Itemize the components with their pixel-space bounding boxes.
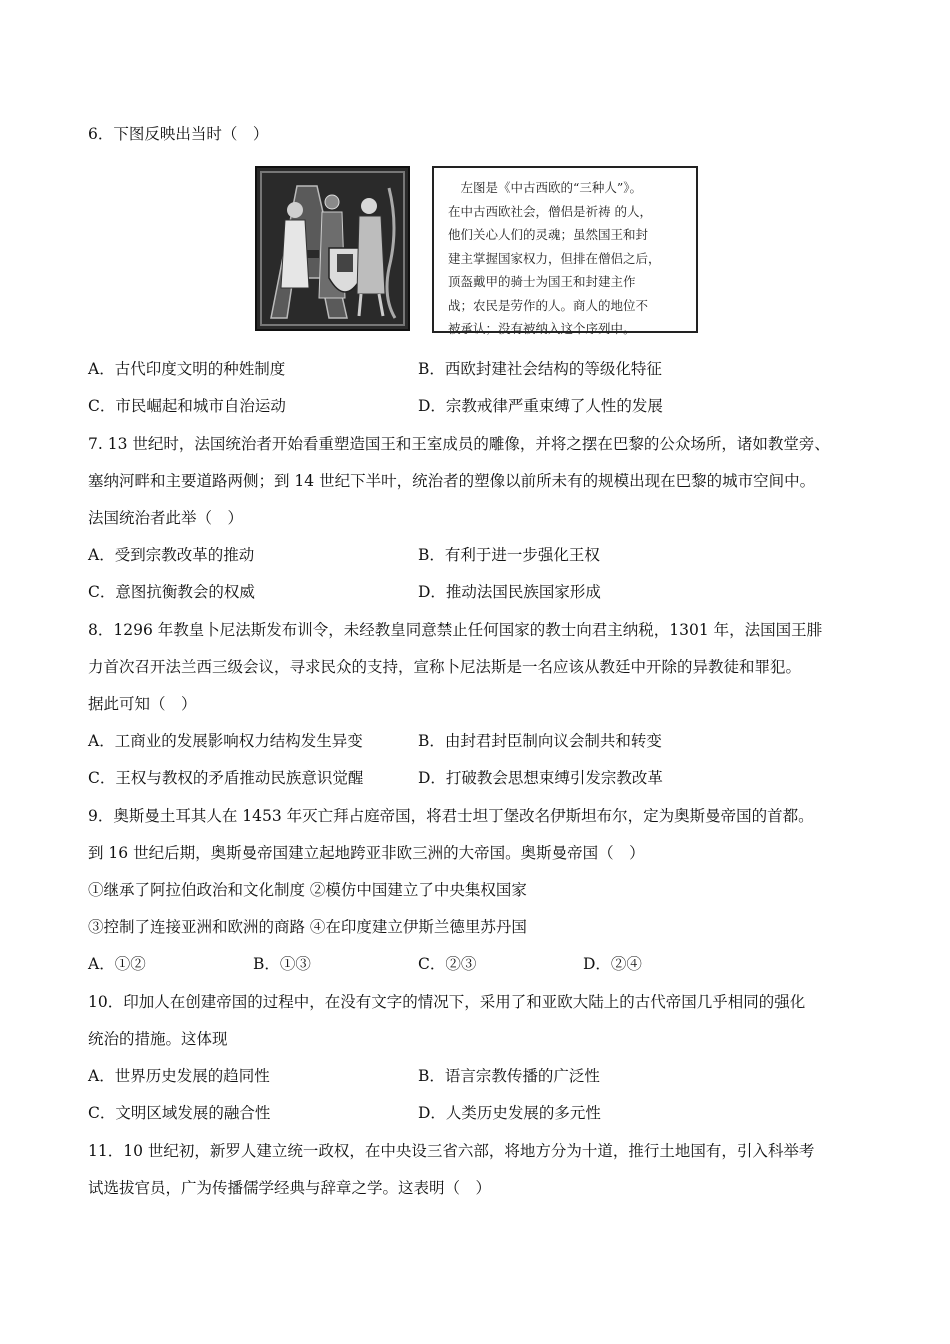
- question-6-stem: 6．下图反映出当时（ ）: [88, 125, 269, 143]
- question-6-option-b[interactable]: B．西欧封建社会结构的等级化特征: [418, 360, 662, 378]
- question-9-option-d[interactable]: D．②④: [583, 955, 642, 973]
- question-8-option-a[interactable]: A．工商业的发展影响权力结构发生异变: [88, 732, 363, 750]
- question-10-option-c[interactable]: C．文明区域发展的融合性: [88, 1104, 271, 1122]
- question-9-option-c[interactable]: C．②③: [418, 955, 477, 973]
- question-10-stem-line: 统治的措施。这体现: [88, 1030, 228, 1048]
- question-8-stem-line: 据此可知（ ）: [88, 695, 197, 713]
- question-9-statements-line: ③控制了连接亚洲和欧洲的商路 ④在印度建立伊斯兰德里苏丹国: [88, 918, 527, 936]
- caption-line: 在中古西欧社会，僧侣是祈祷 的人，: [448, 203, 652, 219]
- question-6-option-d[interactable]: D．宗教戒律严重束缚了人性的发展: [418, 397, 663, 415]
- caption-line: 被承认；没有被纳入这个序列中。: [448, 321, 636, 336]
- caption-line: 左图是《中古西欧的“三种人”》。: [448, 180, 643, 195]
- question-9-option-b[interactable]: B．①③: [253, 955, 311, 973]
- question-8-option-d[interactable]: D．打破教会思想束缚引发宗教改革: [418, 769, 663, 787]
- question-6-option-c[interactable]: C．市民崛起和城市自治运动: [88, 397, 286, 415]
- question-9-option-a[interactable]: A．①②: [88, 955, 146, 973]
- question-10-option-a[interactable]: A．世界历史发展的趋同性: [88, 1067, 270, 1085]
- caption-line: 战；农民是劳作的人。商人的地位不: [448, 297, 649, 313]
- figure-caption-box: [432, 166, 698, 336]
- caption-line: 建主掌握国家权力，但排在僧侣之后，: [448, 250, 661, 266]
- question-7-option-b[interactable]: B．有利于进一步强化王权: [418, 546, 600, 564]
- question-10-stem-line: 10．印加人在创建帝国的过程中，在没有文字的情况下，采用了和亚欧大陆上的古代帝国几乎相同的强化: [88, 993, 806, 1011]
- question-8-option-b[interactable]: B．由封君封臣制向议会制共和转变: [418, 732, 662, 750]
- question-7-stem-line: 塞纳河畔和主要道路两侧；到 14 世纪下半叶，统治者的塑像以前所未有的规模出现在巴黎的城市空间中。: [88, 472, 816, 490]
- question-9-statements-line: ①继承了阿拉伯政治和文化制度 ②模仿中国建立了中央集权国家: [88, 881, 527, 899]
- question-10-option-d[interactable]: D．人类历史发展的多元性: [418, 1104, 601, 1122]
- caption-line: 顶盔戴甲的骑士为国王和封建主作: [448, 274, 636, 289]
- question-9-stem-line: 9．奥斯曼土耳其人在 1453 年灭亡拜占庭帝国，将君士坦丁堡改名伊斯坦布尔，定为奥斯曼帝国的首都。: [88, 807, 814, 825]
- question-8-stem-line: 力首次召开法兰西三级会议，寻求民众的支持，宣称卜尼法斯是一名应该从教廷中开除的异教徒和罪犯。: [88, 658, 802, 676]
- question-7-option-a[interactable]: A．受到宗教改革的推动: [88, 546, 255, 564]
- question-8-stem-line: 8．1296 年教皇卜尼法斯发布训令，未经教皇同意禁止任何国家的教士向君主纳税，1301 年，法国国王腓: [88, 621, 823, 639]
- question-7-stem-line: 7. 13 世纪时，法国统治者开始看重塑造国王和王室成员的雕像，并将之摆在巴黎的公众场所，诸如教堂旁、: [88, 435, 830, 453]
- question-6-option-a[interactable]: A．古代印度文明的种姓制度: [88, 360, 286, 378]
- question-10-option-b[interactable]: B．语言宗教传播的广泛性: [418, 1067, 600, 1085]
- question-7-option-c[interactable]: C．意图抗衡教会的权威: [88, 583, 255, 601]
- question-8-option-c[interactable]: C．王权与教权的矛盾推动民族意识觉醒: [88, 769, 364, 787]
- question-9-stem-line: 到 16 世纪后期，奥斯曼帝国建立起地跨亚非欧三洲的大帝国。奥斯曼帝国（ ）: [88, 844, 645, 862]
- medieval-three-estates-illustration: [255, 166, 410, 331]
- question-7-stem-line: 法国统治者此举（ ）: [88, 509, 244, 527]
- question-11-stem-line: 试选拔官员，广为传播儒学经典与辞章之学。这表明（ ）: [88, 1179, 492, 1197]
- caption-line: 他们关心人们的灵魂；虽然国王和封: [448, 227, 649, 242]
- question-11-stem-line: 11．10 世纪初，新罗人建立统一政权，在中央设三省六部，将地方分为十道，推行土地国有，引入科举考: [88, 1142, 815, 1160]
- question-7-option-d[interactable]: D．推动法国民族国家形成: [418, 583, 601, 601]
